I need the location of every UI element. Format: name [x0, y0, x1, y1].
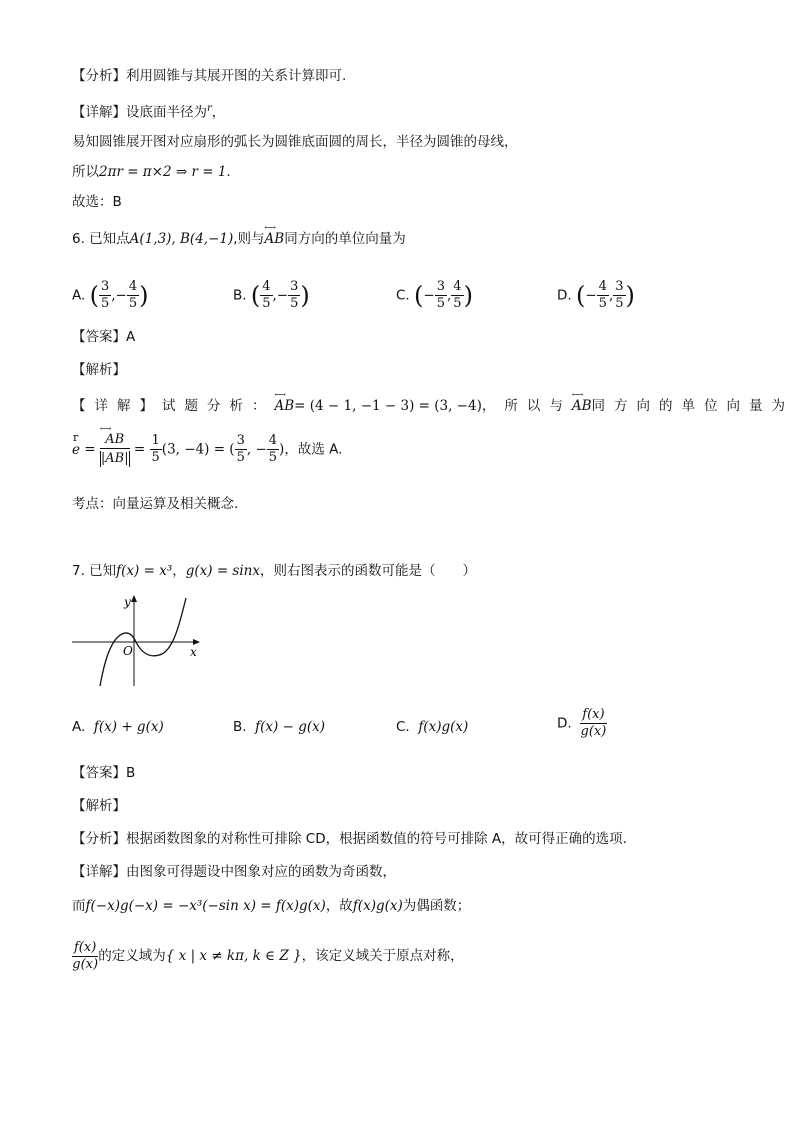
- fraction: $\frac{3}{5}$: [436, 279, 445, 311]
- vector-ab: ←→ AB: [572, 396, 592, 416]
- line4-prefix: 所以: [72, 164, 99, 180]
- detail-intro: 试题分析：: [162, 398, 275, 414]
- q7-option-d[interactable]: [557, 707, 607, 740]
- x-label: x: [190, 645, 197, 659]
- analysis-tag: 【分析】: [72, 831, 126, 847]
- detail-end: 同方向的单位向量为: [591, 398, 794, 414]
- option-label: C.: [396, 719, 410, 735]
- fraction: $\frac{3}{5}$: [100, 279, 110, 311]
- unit-r: r: [73, 430, 79, 444]
- q6-stem-suffix: 同方向的单位向量为: [284, 231, 406, 247]
- option-label: D.: [557, 715, 572, 732]
- q7-domain-line: [72, 936, 464, 976]
- q7-option-c[interactable]: [396, 717, 468, 737]
- q7-jiexi: 【解析】: [72, 798, 126, 814]
- option-expr: f(x) − g(x): [255, 719, 325, 735]
- comma: ，: [172, 563, 186, 579]
- y-axis-arrow-icon: [131, 595, 137, 602]
- q6-option-c[interactable]: C. (− $\frac{3}{5}$ , $\frac{4}{5}$ ): [396, 279, 473, 311]
- q6-stem: [72, 229, 406, 249]
- unit-e: e: [72, 441, 80, 458]
- line-fg: f(x)g(x): [352, 898, 403, 914]
- fraction: $\frac{3}{5}$: [236, 433, 245, 465]
- domain-text: 的定义域为: [98, 948, 166, 964]
- fraction: $\frac{4}{5}$: [268, 433, 278, 465]
- line-end: 为偶函数；: [402, 898, 471, 914]
- separator: , −: [246, 441, 267, 458]
- function-graph: [70, 592, 205, 688]
- vector-ab: ←→ AB: [275, 396, 295, 416]
- radius-variable: r: [207, 103, 212, 114]
- fraction: $\frac{1}{5}$: [151, 433, 160, 465]
- q7-stem: [72, 561, 476, 581]
- detail-tag: 【详解】: [72, 864, 126, 880]
- q7-stem-f: f(x) = x³: [116, 563, 173, 579]
- option-expr: f(x) + g(x): [93, 719, 164, 735]
- origin-label: O: [123, 644, 133, 658]
- line4-suffix: .: [226, 164, 231, 180]
- q6-stem-points: A(1,3), B(4,−1): [129, 231, 234, 247]
- detail-text: 设底面半径为: [126, 104, 207, 121]
- option-label: A.: [72, 719, 86, 735]
- q6-stem-mid: ,则与: [233, 231, 265, 247]
- option-label: B.: [233, 719, 247, 735]
- domain-set: { x | x ≠ kπ, k ∈ Z }: [165, 948, 302, 964]
- q7-stem-g: g(x) = sinx: [185, 563, 260, 579]
- q5-choice: 故选：B: [72, 194, 122, 210]
- fraction: $\frac{3}{5}$: [290, 279, 299, 311]
- q7-stem-prefix: 7. 已知: [72, 563, 117, 579]
- q7-stem-suffix: ，则右图表示的函数可能是（ ）: [260, 563, 476, 579]
- line-er: 而: [72, 898, 86, 914]
- fraction: $\frac{f(x)}{g(x)}$: [580, 707, 607, 739]
- q6-stem-prefix: 6. 已知点: [72, 231, 130, 247]
- answer-tag: 【答案】: [72, 765, 126, 781]
- line4-math: 2πr = π×2 ⇒ r = 1: [99, 164, 227, 180]
- detail-text: 由图象可得题设中图象对应的函数为奇函数，: [126, 864, 396, 880]
- q6-detail-line: [72, 396, 794, 416]
- q6-jiexi: 【解析】: [72, 362, 126, 378]
- line-mid: ，故: [325, 898, 353, 914]
- detail-calc: = (4 − 1, −1 − 3) = (3, −4): [294, 398, 482, 414]
- q5-line4: [72, 162, 231, 182]
- fraction: $\frac{4}{5}$: [128, 279, 138, 311]
- q7-detail-line: [72, 862, 396, 882]
- line-math: f(−x)g(−x) = −x³(−sin x) = f(x)g(x): [85, 898, 326, 914]
- unit-fraction: ←→ $\frac{AB}{|AB|}$: [100, 432, 130, 467]
- option-label: B.: [233, 287, 247, 304]
- fraction: $\frac{4}{5}$: [598, 279, 607, 311]
- y-label: y: [124, 595, 131, 609]
- q7-parity-line: [72, 896, 470, 916]
- q6-kaodian: 考点：向量运算及相关概念.: [72, 496, 239, 512]
- answer-value: A: [126, 329, 136, 345]
- answer-tag: 【答案】: [72, 329, 126, 345]
- analysis-tag: 【分析】: [72, 68, 126, 84]
- detail-tag: 【详解】: [72, 104, 126, 121]
- option-label: A.: [72, 287, 86, 304]
- q6-answer: [72, 327, 135, 347]
- fraction: $\frac{f(x)}{g(x)}$: [72, 939, 99, 972]
- q6-option-a[interactable]: A. ( $\frac{3}{5}$ ,− $\frac{4}{5}$ ): [72, 279, 149, 311]
- unit-tail: ，故选 A.: [284, 441, 343, 458]
- option-label: C.: [396, 287, 410, 304]
- q5-line3: 易知圆锥展开图对应扇形的弧长为圆锥底面圆的周长，半径为圆锥的母线，: [72, 134, 518, 150]
- q7-option-b[interactable]: [233, 717, 325, 737]
- answer-value: B: [126, 765, 136, 781]
- fraction: $\frac{4}{5}$: [453, 279, 462, 311]
- q5-detail-line: [72, 99, 225, 123]
- q6-unit-vector-line: [72, 432, 342, 467]
- domain-tail: ，该定义域关于原点对称，: [301, 948, 464, 964]
- fraction: $\frac{4}{5}$: [262, 279, 271, 311]
- q7-analysis-line: [72, 829, 627, 849]
- equals: =: [133, 441, 146, 458]
- analysis-text: 利用圆锥与其展开图的关系计算即可.: [126, 68, 347, 84]
- close-paren: ): [279, 441, 285, 458]
- q6-option-d[interactable]: D. (− $\frac{4}{5}$ , $\frac{3}{5}$ ): [557, 279, 635, 311]
- detail-tag: 【详解】: [72, 398, 162, 414]
- fraction: $\frac{3}{5}$: [615, 279, 624, 311]
- unit-vec-text: (3, −4) = (: [161, 441, 235, 458]
- option-label: D.: [557, 287, 572, 304]
- q7-option-a[interactable]: [72, 717, 164, 737]
- analysis-text: 根据函数图象的对称性可排除 CD，根据函数值的符号可排除 A，故可得正确的选项.: [126, 831, 627, 847]
- q6-option-b[interactable]: B. ( $\frac{4}{5}$ ,− $\frac{3}{5}$ ): [233, 279, 310, 311]
- detail-comma: ，: [211, 104, 226, 121]
- detail-mid: ，所以与: [481, 398, 572, 414]
- vector-ab: ←→ AB: [265, 229, 285, 249]
- q5-analysis-line: [72, 66, 346, 86]
- q7-answer: [72, 763, 135, 783]
- option-expr: f(x)g(x): [418, 719, 469, 735]
- equals: =: [84, 441, 96, 458]
